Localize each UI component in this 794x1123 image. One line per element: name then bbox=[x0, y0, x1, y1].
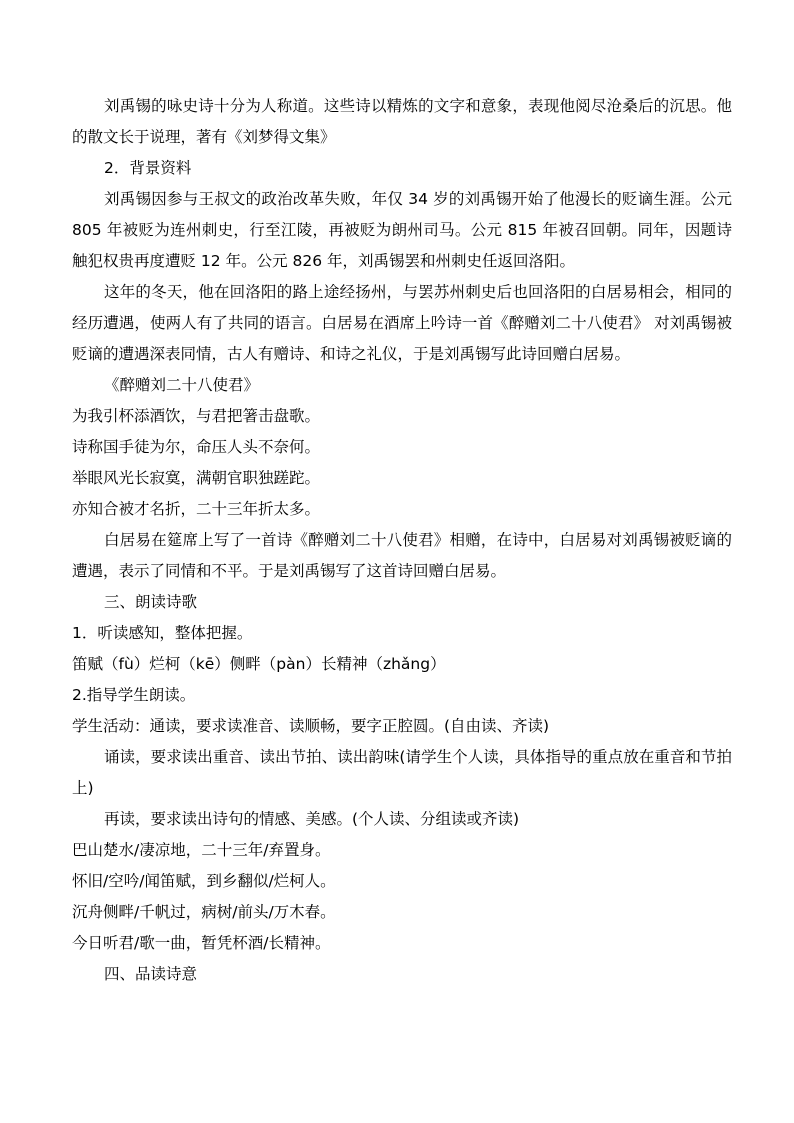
rhythm-line-4: 今日听君/歌一曲，暂凭杯酒/长精神。 bbox=[72, 934, 331, 952]
intro-paragraph: 刘禹锡的咏史诗十分为人称道。这些诗以精炼的文字和意象，表现他阅尽沧桑后的沉思。他的散文长于说理，著有《刘梦得文集》 bbox=[72, 97, 732, 146]
rhythm-line-1: 巴山楚水/凄凉地，二十三年/弃置身。 bbox=[72, 841, 331, 859]
poem-title: 《醉赠刘二十八使君》 bbox=[104, 376, 260, 394]
pronunciation-notes: 笛赋（fù）烂柯（kē）侧畔（pàn）长精神（zhǎng） bbox=[72, 655, 446, 673]
poem-line-2: 诗称国手徒为尔，命压人头不奈何。 bbox=[72, 438, 321, 456]
section-heading-reading: 三、朗读诗歌 bbox=[104, 593, 198, 611]
step-listen: 1．听读感知，整体把握。 bbox=[72, 624, 253, 642]
student-activity: 学生活动：通读，要求读准音、读顺畅，要字正腔圆。(自由读、齐读) bbox=[72, 717, 550, 735]
section-heading-meaning: 四、品读诗意 bbox=[104, 965, 198, 983]
section-heading-background: 2．背景资料 bbox=[104, 159, 192, 177]
background-paragraph-1: 刘禹锡因参与王叔文的政治改革失败，年仅 34 岁的刘禹锡开始了他漫长的贬谪生涯。公元 805 年被贬为连州刺史，行至江陵，再被贬为朗州司马。公元 815 年被召回朝。同年，因题诗触犯权贵再度遭贬 12 年。公元 826 年，刘禹锡罢和州刺史任返回洛阳。 bbox=[72, 190, 732, 270]
rhythm-line-2: 怀旧/空吟/闻笛赋，到乡翻似/烂柯人。 bbox=[72, 872, 336, 890]
background-paragraph-2: 这年的冬天，他在回洛阳的路上途经扬州，与罢苏州刺史后也回洛阳的白居易相会，相同的经历遭遇，使两人有了共同的语言。白居易在酒席上吟诗一首《醉赠刘二十八使君》 对刘禹锡被贬谪的遭遇深表同情，古人有赠诗、和诗之礼仪，于是刘禹锡写此诗回赠白居易。 bbox=[72, 283, 732, 363]
recite-instructions: 诵读，要求读出重音、读出节拍、读出韵味(请学生个人读，具体指导的重点放在重音和节拍上) bbox=[72, 748, 732, 797]
poem-line-3: 举眼风光长寂寞，满朝官职独蹉跎。 bbox=[72, 469, 321, 487]
poem-line-4: 亦知合被才名折，二十三年折太多。 bbox=[72, 500, 321, 518]
step-guide-reading: 2.指导学生朗读。 bbox=[72, 686, 196, 704]
reread-instructions: 再读，要求读出诗句的情感、美感。(个人读、分组读或齐读) bbox=[104, 810, 520, 828]
rhythm-line-3: 沉舟侧畔/千帆过，病树/前头/万木春。 bbox=[72, 903, 336, 921]
poem-line-1: 为我引杯添酒饮，与君把箸击盘歌。 bbox=[72, 407, 321, 425]
document-body bbox=[72, 91, 732, 990]
background-paragraph-3: 白居易在筵席上写了一首诗《醉赠刘二十八使君》相赠，在诗中，白居易对刘禹锡被贬谪的遭遇，表示了同情和不平。于是刘禹锡写了这首诗回赠白居易。 bbox=[72, 531, 732, 580]
